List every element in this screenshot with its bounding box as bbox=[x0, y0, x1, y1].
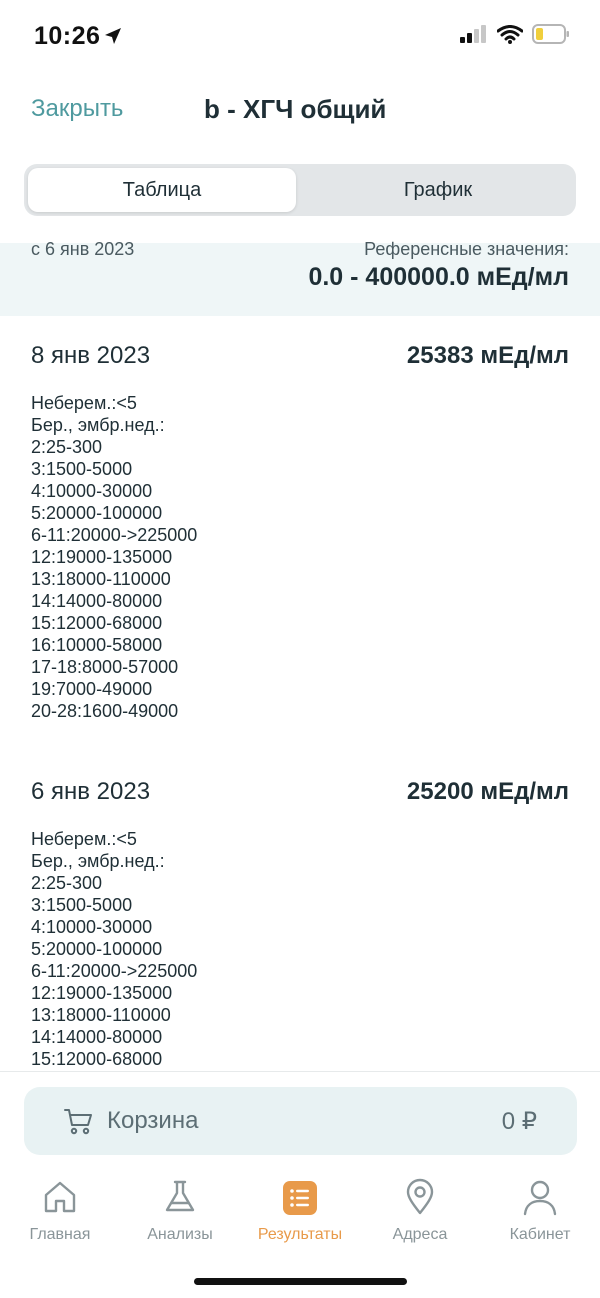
list-icon bbox=[240, 1177, 360, 1217]
result-notes bbox=[31, 392, 569, 722]
tab-table[interactable]: Таблица bbox=[28, 168, 296, 212]
reference-since: с 6 янв 2023 bbox=[31, 239, 135, 259]
result-note-line: 12:19000-135000 bbox=[31, 983, 173, 1003]
cart-amount: 0 ₽ bbox=[501, 1108, 537, 1135]
flask-icon bbox=[120, 1177, 240, 1217]
result-item bbox=[0, 752, 600, 1071]
reference-range: 0.0 - 400000.0 мЕд/мл bbox=[308, 263, 569, 291]
cart-button[interactable] bbox=[24, 1087, 577, 1155]
result-note-line: 15:12000-68000 bbox=[31, 613, 163, 633]
location-arrow-icon bbox=[103, 26, 123, 51]
home-icon bbox=[0, 1177, 120, 1217]
tab-label: Кабинет bbox=[509, 1226, 571, 1243]
result-date: 8 янв 2023 bbox=[31, 342, 151, 369]
result-item bbox=[0, 316, 600, 752]
tab-results[interactable] bbox=[240, 1177, 360, 1244]
nav-header bbox=[0, 76, 600, 148]
tab-addresses[interactable] bbox=[360, 1177, 480, 1244]
result-note-line: 5:20000-100000 bbox=[31, 939, 163, 959]
tab-cabinet[interactable] bbox=[480, 1177, 600, 1244]
tab-chart[interactable]: График bbox=[403, 179, 473, 201]
tab-bar bbox=[0, 1177, 600, 1257]
view-switcher bbox=[24, 164, 576, 216]
person-icon bbox=[480, 1177, 600, 1217]
cellular-signal-icon bbox=[460, 25, 488, 48]
status-time: 10:26 bbox=[34, 22, 101, 50]
wifi-icon bbox=[497, 25, 523, 49]
result-note-line: 4:10000-30000 bbox=[31, 481, 153, 501]
results-list[interactable] bbox=[0, 316, 600, 1071]
reference-values bbox=[0, 239, 600, 316]
cart-label: Корзина bbox=[107, 1107, 199, 1134]
result-note-line: Неберем.:<5 bbox=[31, 393, 137, 413]
result-note-line: Бер., эмбр.нед.: bbox=[31, 415, 165, 435]
reference-label: Референсные значения: bbox=[364, 239, 569, 259]
result-note-line: 4:10000-30000 bbox=[31, 917, 153, 937]
result-note-line: 12:19000-135000 bbox=[31, 547, 173, 567]
tab-label: Адреса bbox=[392, 1226, 448, 1243]
result-value: 25383 мЕд/мл bbox=[406, 342, 569, 369]
bottom-panel bbox=[0, 1071, 600, 1298]
tab-label: Главная bbox=[29, 1226, 91, 1243]
result-note-line: 6-11:20000->225000 bbox=[31, 525, 198, 545]
result-note-line: 17-18:8000-57000 bbox=[31, 657, 179, 677]
result-note-line: 20-28:1600-49000 bbox=[31, 701, 179, 721]
result-value: 25200 мЕд/мл bbox=[406, 778, 569, 805]
tab-analyses[interactable] bbox=[120, 1177, 240, 1244]
result-note-line: 6-11:20000->225000 bbox=[31, 961, 198, 981]
tab-label: Результаты bbox=[257, 1226, 343, 1243]
battery-icon bbox=[532, 24, 570, 49]
result-note-line: Бер., эмбр.нед.: bbox=[31, 851, 165, 871]
result-note-line: 16:10000-58000 bbox=[31, 635, 163, 655]
tab-home[interactable] bbox=[0, 1177, 120, 1244]
location-pin-icon bbox=[360, 1177, 480, 1217]
close-button[interactable]: Закрыть bbox=[31, 95, 124, 122]
result-note-line: 14:14000-80000 bbox=[31, 591, 163, 611]
page-title: b - ХГЧ общий bbox=[204, 94, 387, 124]
cart-icon bbox=[64, 1107, 94, 1140]
result-note-line: 5:20000-100000 bbox=[31, 503, 163, 523]
tab-label: Анализы bbox=[147, 1226, 213, 1243]
result-note-line: 15:12000-68000 bbox=[31, 1049, 163, 1069]
home-indicator bbox=[194, 1278, 407, 1285]
result-note-line: 3:1500-5000 bbox=[31, 895, 133, 915]
status-bar bbox=[0, 0, 600, 76]
status-indicators bbox=[460, 24, 570, 49]
result-note-line: 2:25-300 bbox=[31, 437, 103, 457]
result-note-line: 13:18000-110000 bbox=[31, 569, 171, 589]
result-note-line: 19:7000-49000 bbox=[31, 679, 153, 699]
result-note-line: 2:25-300 bbox=[31, 873, 103, 893]
result-note-line: Неберем.:<5 bbox=[31, 829, 137, 849]
result-date: 6 янв 2023 bbox=[31, 778, 151, 805]
result-note-line: 13:18000-110000 bbox=[31, 1005, 171, 1025]
result-note-line: 14:14000-80000 bbox=[31, 1027, 163, 1047]
result-notes bbox=[31, 828, 569, 1071]
result-note-line: 3:1500-5000 bbox=[31, 459, 133, 479]
